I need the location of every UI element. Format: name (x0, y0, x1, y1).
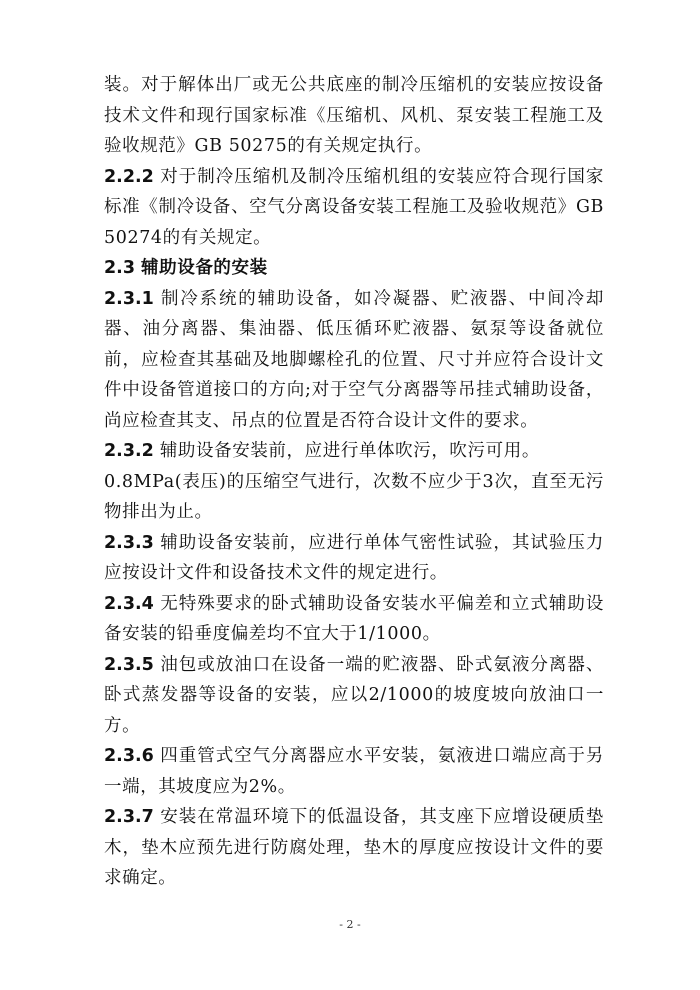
clause-number: 2.2.2 (104, 166, 154, 187)
clause-text: 安装在常温环境下的低温设备，其支座下应增设硬质垫木，垫木应预先进行防腐处理，垫木的厚度应按设计文件的要求确定。 (104, 807, 604, 888)
clause-number: 2.3.1 (104, 288, 154, 309)
clause-2-3-3 (104, 528, 604, 589)
clause-2-3-6 (104, 741, 604, 802)
clause-text: 制冷系统的辅助设备，如冷凝器、贮液器、中间冷却器、油分离器、集油器、低压循环贮液器、氨泵等设备就位前，应检查其基础及地脚螺栓孔的位置、尺寸并应符合设计文件中设备管道接口的方向;对于空气分离器等吊挂式辅助设备，尚应检查其支、吊点的位置是否符合设计文件的要求。 (104, 288, 604, 431)
section-heading-2-3 (104, 253, 604, 284)
clause-2-3-2-continuation (104, 467, 604, 528)
clause-2-3-5 (104, 650, 604, 742)
clause-number: 2.3.3 (104, 532, 154, 553)
clause-number: 2.3.6 (104, 746, 154, 766)
clause-2-3-4 (104, 589, 604, 650)
clause-2-3-2 (104, 436, 604, 467)
continuation-paragraph: 装。对于解体出厂或无公共底座的制冷压缩机的安装应按设备技术文件和现行国家标准《压缩机、风机、泵安装工程施工及验收规范》GB 50275的有关规定执行。 (104, 75, 604, 156)
clause-text: 四重管式空气分离器应水平安装，氨液进口端应高于另一端，其坡度应为2%。 (104, 746, 604, 797)
clause-number: 2.3.2 (104, 441, 154, 461)
clause-2-2-2 (104, 162, 604, 254)
section-number: 2.3 (104, 258, 136, 278)
clause-2-3-7 (104, 802, 604, 894)
clause-text: 辅助设备安装前，应进行单体气密性试验，其试验压力应按设计文件和设备技术文件的规定进行。 (104, 532, 604, 583)
document-body (104, 70, 604, 894)
clause-number: 2.3.7 (104, 807, 154, 827)
clause-text: 对于制冷压缩机及制冷压缩机组的安装应符合现行国家标准《制冷设备、空气分离设备安装工程施工及验收规范》GB 50274的有关规定。 (104, 166, 604, 248)
page-number: - 2 - (339, 918, 361, 931)
clause-text: 无特殊要求的卧式辅助设备安装水平偏差和立式辅助设备安装的铅垂度偏差均不宜大于1/1000。 (104, 593, 604, 644)
clause-text: 0.8MPa(表压)的压缩空气进行，次数不应少于3次，直至无污物排出为止。 (104, 471, 604, 522)
clause-number: 2.3.4 (104, 593, 154, 614)
clause-2-3-1 (104, 284, 604, 437)
clause-number: 2.3.5 (104, 654, 154, 675)
section-title: 辅助设备的安装 (141, 258, 268, 278)
clause-text: 辅助设备安装前，应进行单体吹污，吹污可用。 (159, 441, 540, 461)
clause-text: 油包或放油口在设备一端的贮液器、卧式氨液分离器、卧式蒸发器等设备的安装，应以2/1000的坡度坡向放油口一方。 (104, 654, 604, 736)
